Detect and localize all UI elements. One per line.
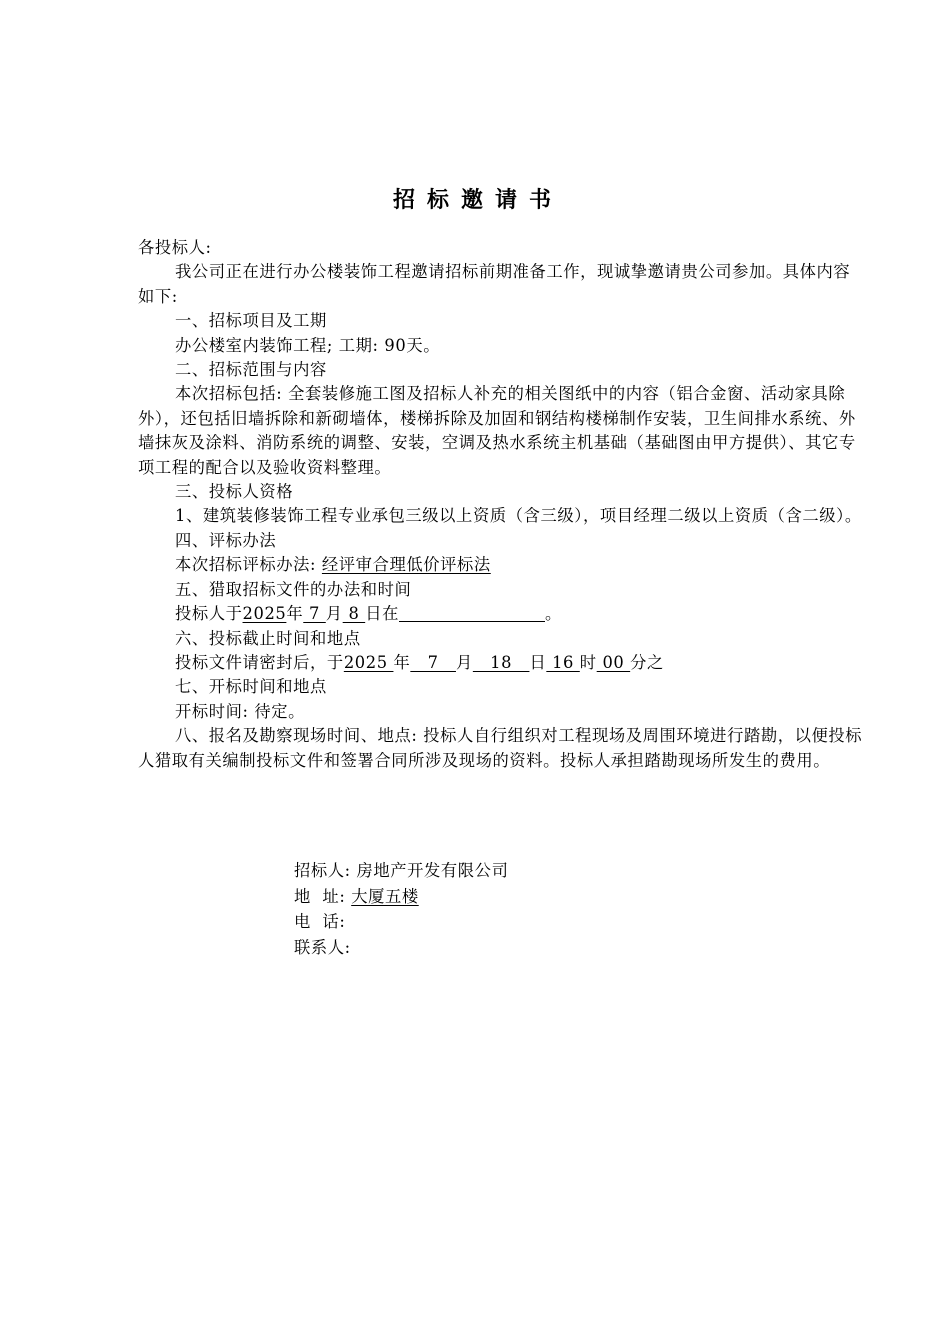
section-4-text [138,553,864,577]
deadline-year-unit: 年 [393,652,411,672]
deadline-day: 18 [472,652,530,672]
section-5-prefix: 投标人于 [175,604,243,624]
section-4-prefix: 本次招标评标办法: [175,555,322,575]
obtain-year-unit: 年 [286,604,304,624]
section-8-text: 八、报名及勘察现场时间、地点: 投标人自行组织对工程现场及周围环境进行踏勘，以便投标人猎取有关编制投标文件和签署合同所涉及现场的资料。投标人承担踏勘现场所发生的费用。 [138,726,863,770]
document-body [138,236,864,773]
obtain-day-unit: 日在 [365,604,399,624]
section-5-text [138,602,864,626]
section-5-suffix: 。 [544,604,562,624]
phone-line: 电 话: [294,912,346,931]
tenderer-line [294,858,794,884]
section-4-heading: 四、评标办法 [175,530,277,550]
section-7-text: 开标时间: 待定。 [175,701,306,721]
section-3-heading: 三、投标人资格 [175,482,294,502]
deadline-hour: 16 [546,652,580,672]
intro-paragraph: 我公司正在进行办公楼装饰工程邀请招标前期准备工作，现诚挚邀请贵公司参加。具体内容如下: [138,262,851,306]
obtain-location-blank [399,604,545,622]
obtain-month-unit: 月 [325,604,343,624]
deadline-month-unit: 月 [455,652,473,672]
deadline-day-unit: 日 [529,652,547,672]
section-1-heading: 一、招标项目及工期 [175,311,327,331]
address-line [294,884,794,910]
deadline-month: 7 [410,652,456,672]
section-3-text: 1、建筑装修装饰工程专业承包三级以上资质（含三级），项目经理二级以上资质（含二级）。 [175,506,862,526]
deadline-minute-unit: 分之 [630,652,664,672]
deadline-year: 2025 [343,652,394,672]
deadline-hour-unit: 时 [579,652,597,672]
section-6-heading: 六、投标截止时间和地点 [175,628,361,648]
contact-line: 联系人: [294,937,351,957]
tenderer-name: 房地产开发有限公司 [356,861,509,880]
section-5-heading: 五、猎取招标文件的办法和时间 [175,579,412,599]
greeting: 各投标人: [138,238,212,257]
obtain-day: 8 [342,604,366,624]
signature-block [294,858,794,960]
section-2-heading: 二、招标范围与内容 [175,360,327,380]
tenderer-label: 招标人: [294,861,357,880]
section-1-text: 办公楼室内装饰工程; 工期: 90天。 [175,335,441,355]
obtain-year: 2025 [242,604,287,624]
address-value: 大厦五楼 [351,886,419,906]
section-6-prefix: 投标文件请密封后，于 [175,652,344,672]
section-6-text [138,651,864,675]
obtain-month: 7 [303,604,326,624]
section-7-heading: 七、开标时间和地点 [175,677,327,697]
evaluation-method: 经评审合理低价评标法 [321,555,491,575]
address-label: 地 址: [294,886,352,906]
section-2-text: 本次招标包括: 全套装修施工图及招标人补充的相关图纸中的内容（铝合金窗、活动家具除外），还包括旧墙拆除和新砌墙体，楼梯拆除及加固和钢结构楼梯制作安装，卫生间排水系统、外墙抹灰及涂料、消防系统的调整、安装，空调及热水系统主机基础（基础图由甲方提供）、其它专项工程的配合以及验收资料整理。 [138,384,856,477]
document-title: 招标邀请书 [392,187,563,213]
deadline-minute: 00 [596,652,631,672]
